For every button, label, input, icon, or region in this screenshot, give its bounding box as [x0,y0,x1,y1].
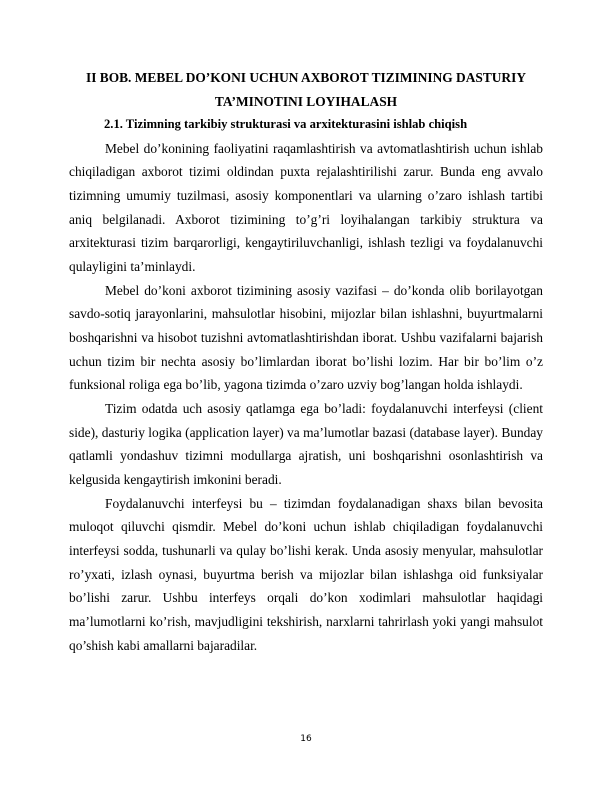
paragraph-1: Mebel do’konining faoliyatini raqamlashtirish va avtomatlashtirish uchun ishlab chiqiladigan axborot tizimi oldindan puxta rejalashtirilishi zarur. Bunda eng avvalo tizimning umumiy tuzilmasi, asosiy komponentlari va ularning o’zaro ishlash tartibi aniq belgilanadi. Axborot tizimining to’g’ri loyihalangan tarkibiy struktura va arxitekturasi tizim barqarorligi, kengaytiriluvchanligi, ishlash tezligi va foydalanuvchi qulayligini ta’minlaydi. [69,140,543,275]
chapter-title-line-1: II BOB. MEBEL DO’KONI UCHUN AXBOROT TIZIMINING DASTURIY [86,70,526,85]
document-page [69,66,543,657]
section-heading: 2.1. Tizimning tarkibiy strukturasi va arxitekturasini ishlab chiqish [104,117,468,132]
paragraph-4: Foydalanuvchi interfeysi bu – tizimdan foydalanadigan shaxs bilan bevosita muloqot qiluvchi qismdir. Mebel do’koni uchun ishlab chiqiladigan foydalanuvchi interfeysi sodda, tushunarli va qulay bo’lishi kerak. Unda asosiy menyular, mahsulotlar ro’yxati, izlash oynasi, buyurtma berish va mijozlar bilan ishlashga oid funksiyalar bo’lishi zarur. Ushbu interfeys orqali do’kon xodimlari mahsulotlar haqidagi ma’lumotlarni ko’rish, mavjudligini tekshirish, narxlarni tahrirlash yoki yangi mahsulot qo’shish kabi amallarni bajaradilar. [69,495,543,653]
paragraph-2: Mebel do’koni axborot tizimining asosiy vazifasi – do’konda olib borilayotgan savdo-sotiq jarayonlarini, mahsulotlar hisobini, mijozlar bilan ishlashni, buyurtmalarni boshqarishni va hisobot tuzishni avtomatlashtirishdan iborat. Ushbu vazifalarni bajarish uchun tizim bir nechta asosiy bo’limlardan iborat bo’lishi lozim. Har bir bo’lim o’z funksional roliga ega bo’lib, yagona tizimda o’zaro uzviy bog’langan holda ishlaydi. [69,282,543,393]
paragraph-3: Tizim odatda uch asosiy qatlamga ega bo’ladi: foydalanuvchi interfeysi (client side), dasturiy logika (application layer) va ma’lumotlar bazasi (database layer). Bunday qatlamli yondashuv tizimni modullarga ajratish, uni boshqarishni osonlashtirish va kelgusida kengaytirish imkonini beradi. [69,401,543,487]
page-number: 16 [300,734,312,744]
chapter-title-line-2: TA’MINOTINI LOYIHALASH [214,93,398,109]
